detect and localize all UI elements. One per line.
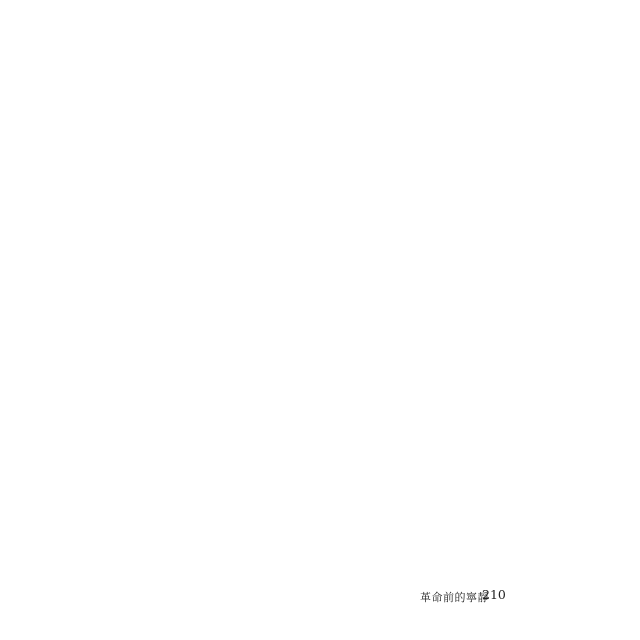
text-column xyxy=(467,78,489,608)
text-column xyxy=(371,78,393,608)
text-column xyxy=(489,78,511,608)
text-column xyxy=(349,78,371,608)
text-column xyxy=(415,78,437,608)
vertical-text-block xyxy=(95,78,555,618)
text-column xyxy=(533,78,555,608)
text-column xyxy=(445,78,467,608)
running-footer-title: 革命前的寧靜 xyxy=(420,591,489,604)
page-number: 210 xyxy=(482,587,506,602)
text-column xyxy=(145,78,167,608)
text-column xyxy=(327,78,349,608)
text-column xyxy=(511,78,533,608)
text-column xyxy=(305,78,327,608)
text-column xyxy=(393,78,415,608)
